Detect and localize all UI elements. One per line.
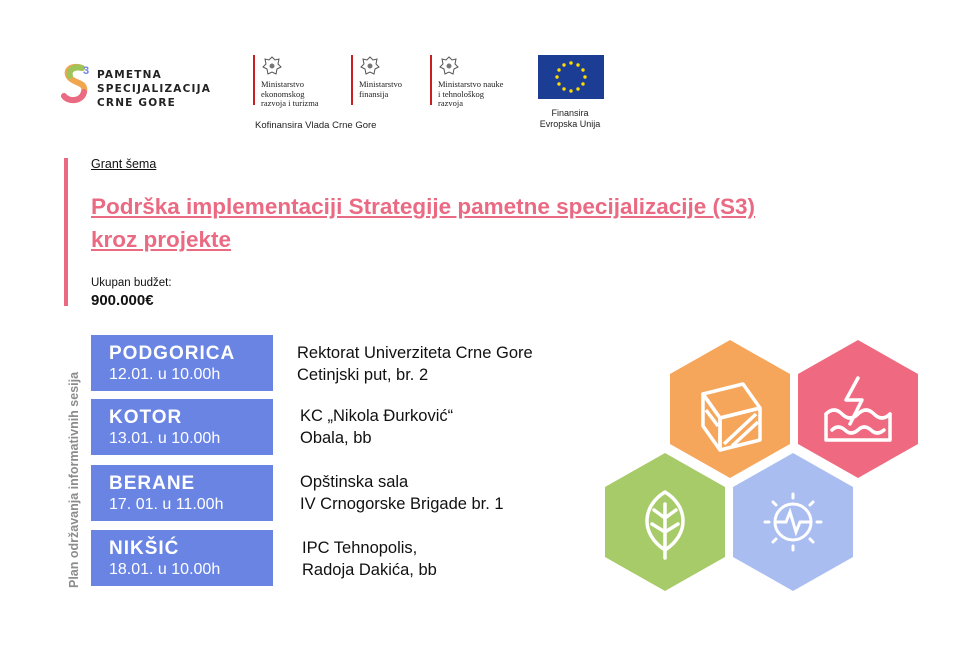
session-venue [297, 342, 533, 386]
s3-logo-text [97, 68, 211, 110]
session-city-box [91, 530, 273, 586]
ministry-line: Ministarstvo [261, 79, 304, 89]
eu-funding-text [520, 108, 620, 130]
session-city: BERANE [109, 473, 196, 494]
venue-line: Opštinska sala [300, 473, 409, 491]
venue-line: KC „Nikola Đurković“ [300, 407, 454, 425]
session-city: KOTOR [109, 407, 183, 428]
venue-line: Obala, bb [300, 429, 372, 447]
ministry-line: finansija [359, 88, 389, 99]
accent-bar [64, 158, 68, 306]
venue-line: IV Crnogorske Brigade br. 1 [300, 495, 504, 513]
venue-line: Radoja Dakića, bb [302, 561, 437, 579]
hex-green [605, 453, 725, 591]
coat-of-arms-icon [261, 55, 283, 77]
hex-orange [670, 340, 790, 478]
logo-line: PAMETNA [97, 69, 162, 81]
venue-line: Cetinjski put, br. 2 [297, 366, 429, 384]
session-city: PODGORICA [109, 343, 236, 364]
ministry-line: razvoja i turizma [261, 98, 319, 108]
session-city: NIKŠIĆ [109, 538, 180, 559]
eu-line: Evropska Unija [539, 119, 601, 129]
coat-of-arms-icon [438, 55, 460, 77]
hex-pink [798, 340, 918, 478]
ministry-line: ekonomskog [261, 88, 305, 99]
grant-label: Grant šema [91, 157, 157, 171]
session-venue [302, 537, 437, 581]
ministry-line: i tehnološkog [438, 88, 485, 99]
venue-line: Rektorat Univerziteta Crne Gore [297, 344, 533, 362]
eu-line: Finansira [551, 108, 589, 118]
grant-title-line: Podrška implementaciji Strategije pametne specijalizacije (S3) [91, 194, 756, 219]
svg-text:3: 3 [83, 65, 90, 77]
session-date: 12.01. u 10.00h [109, 366, 221, 383]
budget-label: Ukupan budžet: [91, 277, 172, 289]
session-city-box [91, 465, 273, 521]
cofinance-text: Kofinansira Vlada Crne Gore [255, 120, 377, 131]
side-label: Plan održavanja informativnih sesija [67, 371, 81, 588]
ministry-economic-development [253, 55, 319, 108]
ministry-finance [351, 55, 402, 105]
coat-of-arms-icon [359, 55, 381, 77]
hexagon-graphic [600, 336, 925, 598]
session-date: 13.01. u 10.00h [109, 430, 221, 447]
ministry-line: razvoja [438, 98, 464, 108]
grant-title-line: kroz projekte [91, 227, 232, 252]
session-city-box [91, 335, 273, 391]
grant-title [91, 190, 861, 256]
ministry-science [430, 55, 504, 108]
eu-flag-icon [538, 55, 604, 99]
logo-line: CRNE GORE [97, 97, 177, 109]
session-venue [300, 471, 504, 515]
session-venue [300, 405, 453, 449]
logo-line: SPECIJALIZACIJA [97, 83, 212, 95]
s3-logo-icon [60, 62, 94, 108]
hex-lightblue [733, 453, 853, 591]
session-city-box [91, 399, 273, 455]
ministry-line: Ministarstvo nauke [438, 79, 504, 89]
venue-line: IPC Tehnopolis, [302, 539, 418, 557]
budget-value: 900.000€ [91, 292, 154, 309]
ministry-line: Ministarstvo [359, 79, 402, 89]
session-date: 18.01. u 10.00h [109, 561, 221, 578]
session-date: 17. 01. u 11.00h [109, 496, 224, 513]
